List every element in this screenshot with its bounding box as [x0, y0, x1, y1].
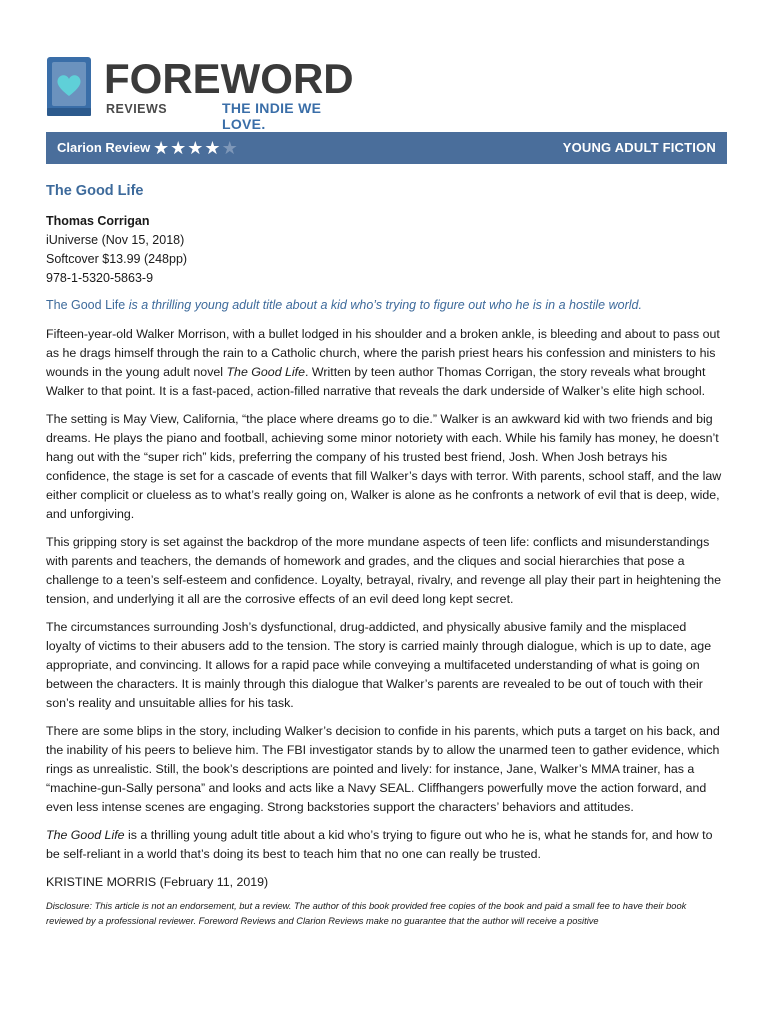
star-icon: ★ [187, 138, 205, 158]
review-type: Clarion Review [57, 140, 151, 155]
paragraph-4: The circumstances surrounding Josh’s dysfunctional, drug-addicted, and physically abusive family and the misplaced loyalty of victims to their abusers add to the tension. The story is carried mainly through dialogue, which is up to date, age appropriate, and convincing. It allows for a rapid pace while conveying a multifaceted understanding of what is going on between the characters. It is mainly through this dialogue that Walker’s parents are revealed to be out of touch with their son’s reality and unsuitable allies for his task. [46, 620, 712, 710]
book-publisher: iUniverse (Nov 15, 2018) [46, 233, 185, 247]
star-icon: ★ [170, 138, 188, 158]
paragraph-3: This gripping story is set against the backdrop of the more mundane aspects of teen life: conflicts and misunderstandings with parents and teachers, the demands of homework and grades, and the cliques and social hierarchies that pose a challenge to a teen’s self-esteem and confidence. Loyalty, betrayal, rivalry, and revenge all play their part in heightening the tension, and underlying it all are the corrosive effects of an evil deed long kept secret. [46, 535, 722, 606]
book-format: Softcover $13.99 (248pp) [46, 252, 188, 266]
paragraph-6 [46, 826, 722, 864]
paragraph-2: The setting is May View, California, “the place where dreams go to die.” Walker is an awkward kid with two friends and big dreams. He plays the piano and football, achieving some minor notoriety with each. While his family has money, he doesn’t hang out with the “super rich” kids, preferring the company of his trusted best friend, Josh. When Josh betrays his confidence, the stage is set for a cascade of events that fill Walker’s days with terror. With parents, school staff, and the law either complicit or clueless as to what’s really going on, Walker is alone as he confronts a network of evil that is deep, wide, and unforgiving. [46, 412, 722, 521]
book-title: The Good Life [46, 183, 144, 199]
reviewer-byline: KRISTINE MORRIS (February 11, 2019) [46, 875, 269, 889]
review-content [46, 180, 722, 929]
disclosure-text: Disclosure: This article is not an endorsement, but a review. The author of this book provided free copies of the book and paid a small fee to have their book reviewed by a professional reviewer. Foreword Reviews and Clarion Reviews make no guarantee that the author will receive a positive [46, 901, 687, 926]
genre-label: YOUNG ADULT FICTION [562, 140, 716, 155]
star-icon: ★ [204, 138, 222, 158]
book-meta [46, 212, 722, 288]
foreword-reviews-logo [46, 55, 366, 132]
star-rating [153, 132, 239, 164]
book-author: Thomas Corrigan [46, 214, 150, 228]
star-empty-icon: ★ [221, 138, 239, 158]
review-banner [46, 132, 727, 164]
paragraph-1 [46, 325, 722, 401]
summary-text: is a thrilling young adult title about a kid who’s trying to figure out who he is in a hostile world. [125, 298, 642, 312]
paragraph-5: There are some blips in the story, including Walker’s decision to confide in his parents, which puts a target on his back, and the inability of his peers to believe him. The FBI investigator stands by to allow the unarmed teen to gather evidence, which rings as unrealistic. Still, the book’s descriptions are pointed and lively: for instance, Jane, Walker’s MMA trainer, has a “machine-gun-Sally persona” and looks and acts like a Navy SEAL. Cliffhangers powerfully move the action forward, and even less intense scenes are engaging. Strong backstories support the characters’ behaviors and attitudes. [46, 724, 720, 814]
summary-title: The Good Life [46, 298, 126, 312]
review-summary [46, 296, 722, 315]
book-title-italic: The Good Life [226, 365, 306, 379]
logo-subtitle: REVIEWS [106, 102, 168, 116]
book-title-italic: The Good Life [46, 828, 125, 842]
paragraph-text: Fifteen-year-old Walker Morrison, with a bullet lodged in his shoulder and a broken ankle, is bleeding and about to pass out as he drags himself through the rain to a Catholic church, where the parish priest hears his confession and ministers to his wounds in the young adult novel [46, 327, 720, 379]
book-isbn: 978-1-5320-5863-9 [46, 271, 154, 285]
paragraph-text: . Written by teen author Thomas Corrigan, the story reveals what brought Walker to that point. It is a fast-paced, action-filled narrative that reveals the dark underside of Walker’s elite high school. [46, 365, 706, 398]
logo-tagline: THE INDIE WE LOVE. [222, 100, 322, 132]
logo-wordmark: FOREWORD [104, 55, 354, 102]
paragraph-text: is a thrilling young adult title about a kid who’s trying to figure out who he is, what he stands for, and how to be self-reliant in a world that’s doing its best to teach him that no one can really be trusted. [46, 828, 713, 861]
star-icon: ★ [153, 138, 171, 158]
book-heart-icon [46, 56, 92, 118]
